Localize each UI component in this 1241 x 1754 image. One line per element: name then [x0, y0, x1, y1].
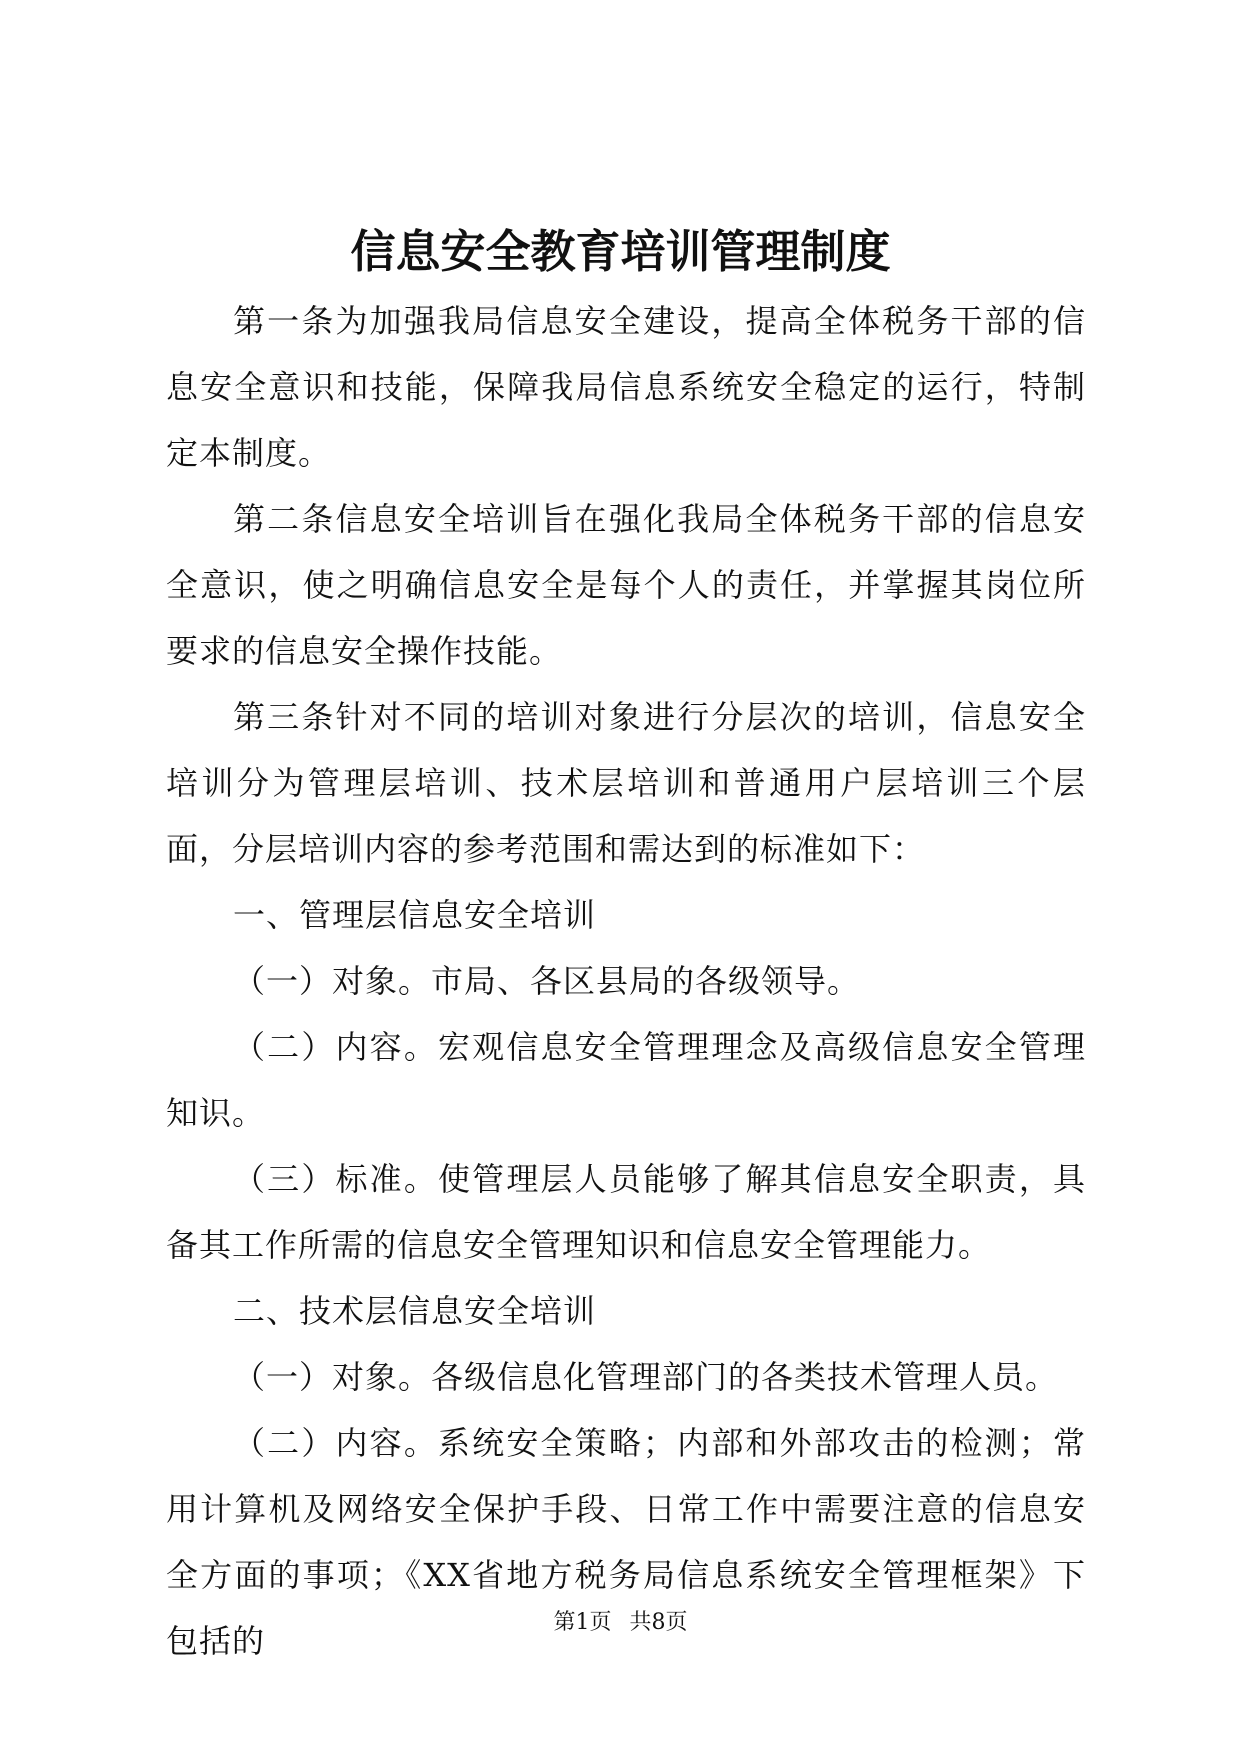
page-total: 共8页: [629, 1610, 688, 1635]
paragraph-technical-audience: （一）对象。各级信息化管理部门的各类技术管理人员。: [233, 1358, 1059, 1396]
paragraph-management-audience: （一）对象。市局、各区县局的各级领导。: [233, 962, 861, 1000]
paragraph-article-2: 第二条信息安全培训旨在强化我局全体税务干部的信息安全意识，使之明确信息安全是每个人的责任，并掌握其岗位所要求的信息安全操作技能。: [166, 500, 1086, 670]
page-number: 第1页: [553, 1610, 612, 1635]
paragraph-technical-content: （二）内容。系统安全策略；内部和外部攻击的检测；常用计算机及网络安全保护手段、日常工作中需要注意的信息安全方面的事项；《XX省地方税务局信息系统安全管理框架》下包括的: [166, 1424, 1086, 1660]
section-heading-management: 一、管理层信息安全培训: [233, 896, 597, 934]
paragraph-article-1: 第一条为加强我局信息安全建设，提高全体税务干部的信息安全意识和技能，保障我局信息系统安全稳定的运行，特制定本制度。: [166, 302, 1086, 472]
section-heading-technical: 二、技术层信息安全培训: [233, 1292, 597, 1330]
paragraph-management-content: （二）内容。宏观信息安全管理理念及高级信息安全管理知识。: [166, 1028, 1086, 1132]
document-title: 信息安全教育培训管理制度: [350, 225, 891, 278]
page-footer: [0, 1608, 1241, 1638]
document-body: [166, 288, 1086, 1674]
paragraph-management-standard: （三）标准。使管理层人员能够了解其信息安全职责，具备其工作所需的信息安全管理知识和信息安全管理能力。: [166, 1160, 1086, 1264]
paragraph-article-3: 第三条针对不同的培训对象进行分层次的培训，信息安全培训分为管理层培训、技术层培训和普通用户层培训三个层面，分层培训内容的参考范围和需达到的标准如下：: [166, 698, 1086, 868]
